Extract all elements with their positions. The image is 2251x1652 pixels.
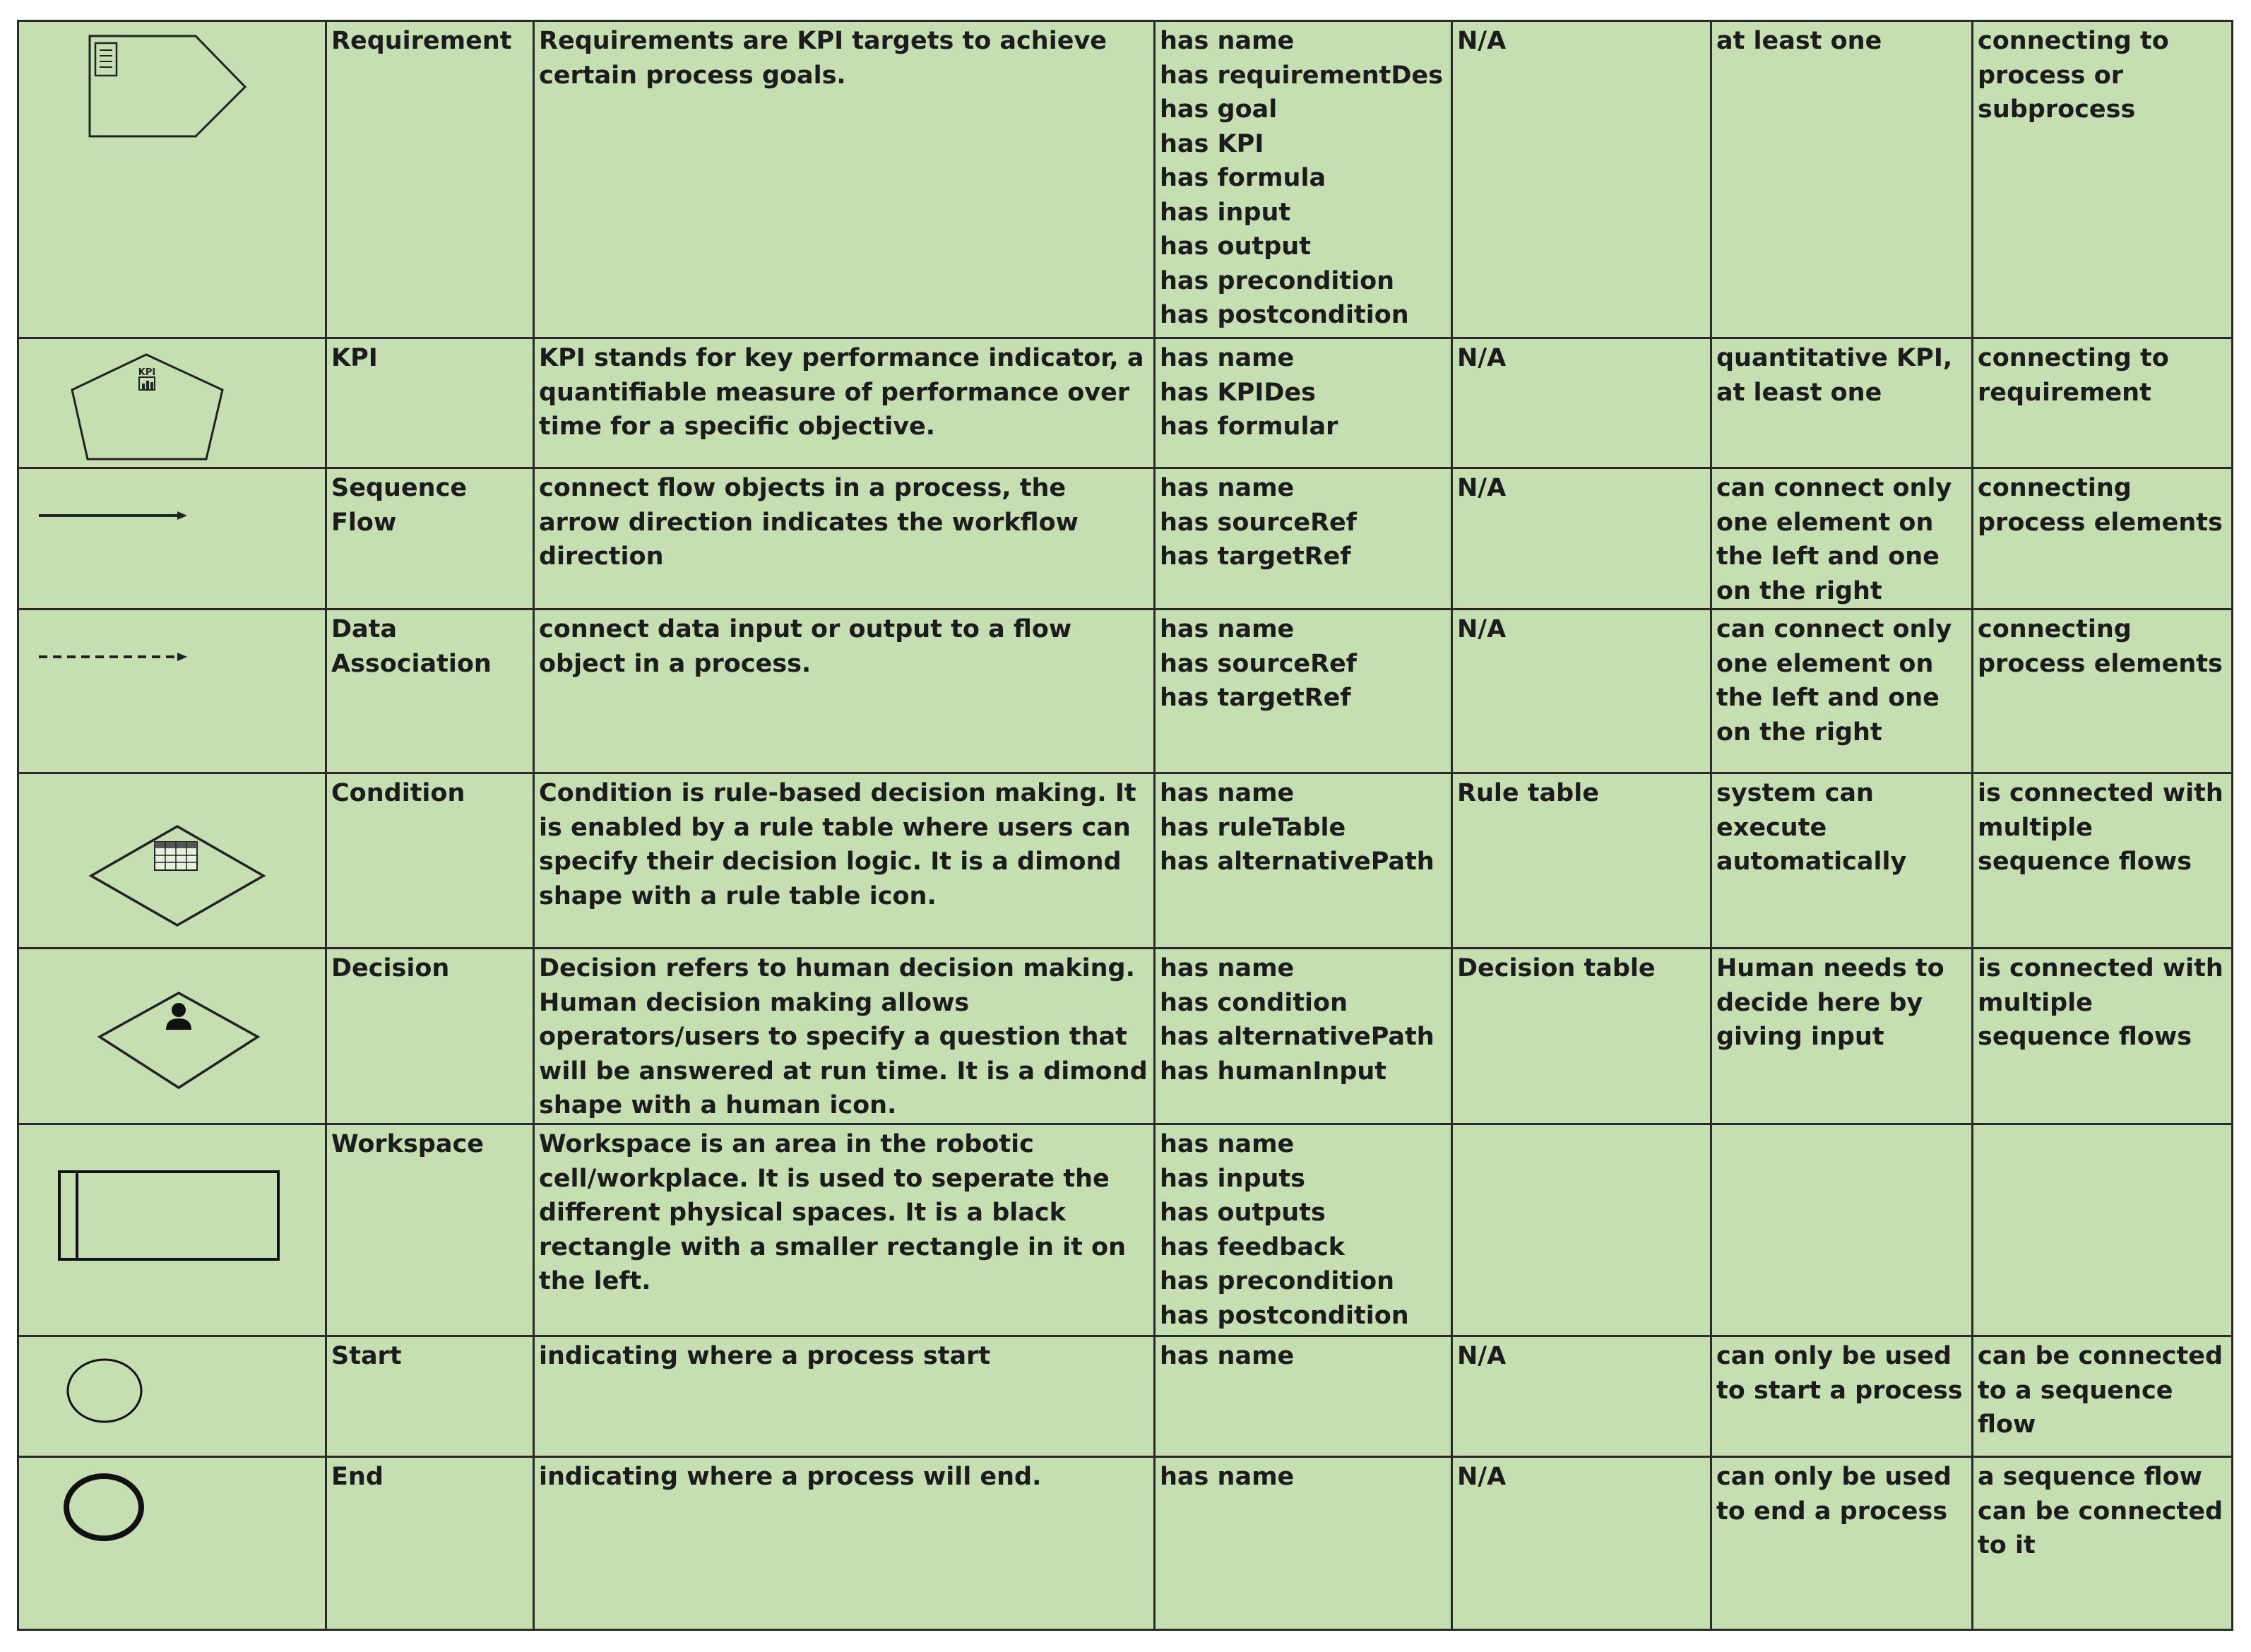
element-table-type: N/A xyxy=(1452,21,1711,338)
element-connection: connecting to process or subprocess xyxy=(1973,21,2233,338)
element-table-type: N/A xyxy=(1452,1457,1711,1630)
decision-diamond-icon xyxy=(19,949,326,1124)
element-constraint: at least one xyxy=(1711,21,1973,338)
element-table-type: N/A xyxy=(1452,468,1711,610)
attribute-item: has formula xyxy=(1160,164,1326,192)
element-name: Workspace xyxy=(326,1124,534,1336)
table-row xyxy=(18,949,2233,1124)
element-constraint: Human needs to decide here by giving input xyxy=(1711,949,1973,1124)
sequence-flow-arrow-icon xyxy=(19,469,326,609)
symbol-cell xyxy=(18,338,326,468)
symbol-cell xyxy=(18,21,326,338)
attribute-item: has input xyxy=(1160,198,1291,227)
element-attributes xyxy=(1155,1336,1452,1457)
attribute-item: has output xyxy=(1160,232,1311,261)
element-description: indicating where a process start xyxy=(534,1336,1155,1457)
element-table-type: Decision table xyxy=(1452,949,1711,1124)
element-attributes xyxy=(1155,1124,1452,1336)
symbol-cell xyxy=(18,949,326,1124)
element-name: End xyxy=(326,1457,534,1630)
element-description: connect data input or output to a flow object in a process. xyxy=(534,610,1155,773)
attribute-item: has humanInput xyxy=(1160,1057,1387,1086)
element-table-type xyxy=(1452,1124,1711,1336)
element-constraint: can only be used to end a process xyxy=(1711,1457,1973,1630)
table-row xyxy=(18,21,2233,338)
attribute-item: has outputs xyxy=(1160,1199,1326,1227)
element-constraint: can connect only one element on the left and one on the right xyxy=(1711,468,1973,610)
start-circle-icon xyxy=(19,1337,326,1457)
attribute-item: has sourceRef xyxy=(1160,649,1358,678)
element-attributes xyxy=(1155,773,1452,949)
table-row xyxy=(18,338,2233,468)
table-row xyxy=(18,468,2233,610)
element-attributes xyxy=(1155,21,1452,338)
end-circle-icon xyxy=(19,1458,326,1630)
requirement-icon xyxy=(19,22,326,338)
element-connection: connecting to requirement xyxy=(1973,338,2233,468)
element-attributes xyxy=(1155,468,1452,610)
attribute-item: has targetRef xyxy=(1160,542,1351,571)
attribute-item: has name xyxy=(1160,954,1295,982)
bpmn-element-table xyxy=(17,20,2233,1631)
table-row xyxy=(18,610,2233,773)
element-description: KPI stands for key performance indicator, a quantifiable measure of performance over time for a specific objective. xyxy=(534,338,1155,468)
element-attributes xyxy=(1155,610,1452,773)
element-connection: connecting process elements xyxy=(1973,468,2233,610)
attribute-item: has postcondition xyxy=(1160,1301,1409,1330)
element-name: Requirement xyxy=(326,21,534,338)
element-constraint xyxy=(1711,1124,1973,1336)
element-name: KPI xyxy=(326,338,534,468)
attribute-item: has name xyxy=(1160,27,1295,55)
element-attributes xyxy=(1155,1457,1452,1630)
element-connection: is connected with multiple sequence flows xyxy=(1973,949,2233,1124)
attribute-item: has name xyxy=(1160,344,1295,372)
element-table-type: N/A xyxy=(1452,610,1711,773)
element-name: Condition xyxy=(326,773,534,949)
element-name: Sequence Flow xyxy=(326,468,534,610)
table-row xyxy=(18,1457,2233,1630)
attribute-item: has KPIDes xyxy=(1160,378,1316,407)
element-connection: connecting process elements xyxy=(1973,610,2233,773)
attribute-item: has formular xyxy=(1160,412,1338,441)
condition-diamond-icon xyxy=(19,774,326,949)
attribute-item: has condition xyxy=(1160,988,1348,1017)
table-row xyxy=(18,1124,2233,1336)
element-connection: a sequence flow can be connected to it xyxy=(1973,1457,2233,1630)
attribute-item: has ruleTable xyxy=(1160,813,1346,842)
element-table-container xyxy=(17,20,2231,1631)
element-constraint: system can execute automatically xyxy=(1711,773,1973,949)
element-description: indicating where a process will end. xyxy=(534,1457,1155,1630)
symbol-cell xyxy=(18,1457,326,1630)
element-table-type: N/A xyxy=(1452,1336,1711,1457)
element-table-type: Rule table xyxy=(1452,773,1711,949)
attribute-item: has name xyxy=(1160,1130,1295,1158)
element-description: Decision refers to human decision making. Human decision making allows operators/users to specify a question that will be answered at run time. It is a dimond shape with a human icon. xyxy=(534,949,1155,1124)
attribute-item: has name xyxy=(1160,1342,1295,1370)
attribute-item: has name xyxy=(1160,474,1295,502)
attribute-item: has name xyxy=(1160,615,1295,643)
element-connection: can be connected to a sequence flow xyxy=(1973,1336,2233,1457)
element-table-type: N/A xyxy=(1452,338,1711,468)
attribute-item: has postcondition xyxy=(1160,301,1409,329)
attribute-item: has inputs xyxy=(1160,1164,1306,1193)
element-connection xyxy=(1973,1124,2233,1336)
attribute-item: has feedback xyxy=(1160,1232,1346,1261)
symbol-cell xyxy=(18,610,326,773)
element-constraint: can connect only one element on the left and one on the right xyxy=(1711,610,1973,773)
element-description: connect flow objects in a process, the arrow direction indicates the workflow direction xyxy=(534,468,1155,610)
kpi-icon-label: KPI xyxy=(138,367,156,378)
element-description: Condition is rule-based decision making. It is enabled by a rule table where users can specify their decision logic. It is a dimond shape with a rule table icon. xyxy=(534,773,1155,949)
element-description: Requirements are KPI targets to achieve certain process goals. xyxy=(534,21,1155,338)
element-attributes xyxy=(1155,949,1452,1124)
attribute-item: has goal xyxy=(1160,95,1278,124)
kpi-icon xyxy=(19,339,326,468)
attribute-item: has precondition xyxy=(1160,1267,1395,1295)
symbol-cell xyxy=(18,773,326,949)
table-row xyxy=(18,773,2233,949)
attribute-item: has precondition xyxy=(1160,266,1395,295)
attribute-item: has requirementDes xyxy=(1160,61,1443,90)
element-description: Workspace is an area in the robotic cell/workplace. It is used to seperate the different physical spaces. It is a black rectangle with a smaller rectangle in it on the left. xyxy=(534,1124,1155,1336)
attribute-item: has targetRef xyxy=(1160,684,1351,712)
workspace-rectangle-icon xyxy=(19,1125,326,1336)
symbol-cell xyxy=(18,468,326,610)
attribute-item: has KPI xyxy=(1160,129,1264,158)
attribute-item: has sourceRef xyxy=(1160,508,1358,537)
element-connection: is connected with multiple sequence flows xyxy=(1973,773,2233,949)
element-name: Start xyxy=(326,1336,534,1457)
attribute-item: has name xyxy=(1160,1463,1295,1491)
element-constraint: quantitative KPI, at least one xyxy=(1711,338,1973,468)
symbol-cell xyxy=(18,1336,326,1457)
table-row xyxy=(18,1336,2233,1457)
attribute-item: has name xyxy=(1160,779,1295,807)
element-name: Data Association xyxy=(326,610,534,773)
element-name: Decision xyxy=(326,949,534,1124)
symbol-cell xyxy=(18,1124,326,1336)
attribute-item: has alternativePath xyxy=(1160,1023,1435,1051)
attribute-item: has alternativePath xyxy=(1160,848,1435,876)
element-constraint: can only be used to start a process xyxy=(1711,1336,1973,1457)
data-association-dashed-arrow-icon xyxy=(19,610,326,773)
element-attributes xyxy=(1155,338,1452,468)
